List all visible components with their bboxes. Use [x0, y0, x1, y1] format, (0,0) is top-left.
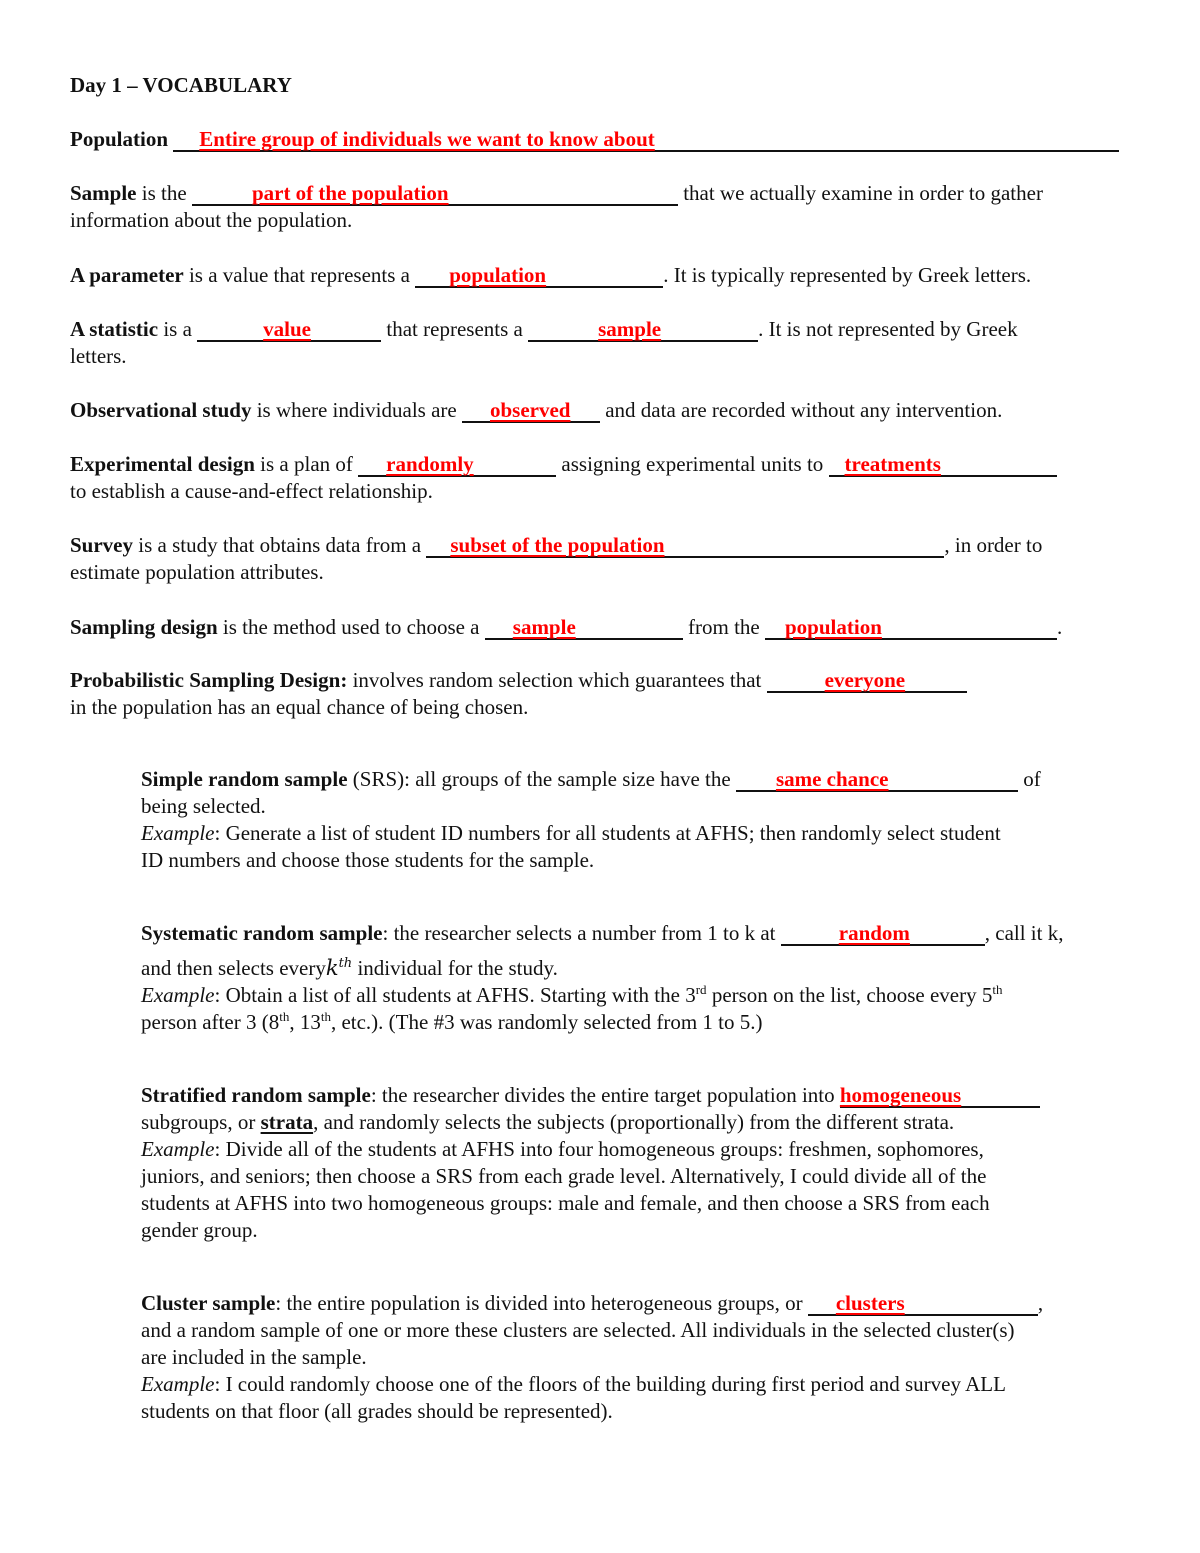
- experimental-blank-2: [829, 453, 1057, 477]
- sampling-design-blank-2: [765, 616, 1057, 640]
- srs-example-label: Example: [141, 821, 215, 845]
- probabilistic-pre: involves random selection which guarantees that: [347, 668, 767, 692]
- experimental-mid: assigning experimental units to: [556, 452, 829, 476]
- sampling-design-definition: [70, 614, 1140, 641]
- cluster-ex1: : I could randomly choose one of the floors of the building during first period and survey ALL: [214, 1372, 1006, 1396]
- srs-example2: ID numbers and choose those students for the sample.: [141, 848, 595, 872]
- term-srs: Simple random sample: [141, 767, 348, 791]
- cluster-post: ,: [1037, 1291, 1044, 1315]
- cluster-ex2: students on that floor (all grades should be represented).: [141, 1399, 613, 1423]
- statistic-mid: that represents a: [381, 317, 529, 341]
- statistic-answer-1: value: [263, 317, 311, 341]
- systematic-pre: : the researcher selects a number from 1 to k at: [382, 921, 781, 945]
- stratified-pre: : the researcher divides the entire target population into: [370, 1083, 840, 1107]
- cluster-pre: : the entire population is divided into heterogeneous groups, or: [275, 1291, 808, 1315]
- srs-example: : Generate a list of student ID numbers for all students at AFHS; then randomly select student: [214, 821, 1001, 845]
- th-superscript-3: th: [279, 1009, 290, 1024]
- srs-definition: [141, 766, 1141, 874]
- sample-line2: information about the population.: [70, 208, 353, 232]
- srs-answer: same chance: [775, 767, 889, 791]
- term-probabilistic: Probabilistic Sampling Design:: [70, 668, 348, 692]
- stratified-line2a: subgroups, or: [141, 1110, 261, 1134]
- cluster-line3: are included in the sample.: [141, 1345, 367, 1369]
- stratified-line2b: , and randomly selects the subjects (proportionally) from the different strata.: [313, 1110, 955, 1134]
- strata-term: strata: [260, 1110, 314, 1134]
- statistic-post: . It is not represented by Greek: [758, 317, 1018, 341]
- systematic-ex2b: , 13: [289, 1010, 321, 1034]
- parameter-pre: is a value that represents a: [183, 263, 416, 287]
- term-experimental: Experimental design: [70, 452, 255, 476]
- systematic-post: , call it k,: [984, 921, 1064, 945]
- th-superscript-4: th: [320, 1009, 331, 1024]
- th-superscript-2: th: [992, 982, 1003, 997]
- term-parameter: A parameter: [70, 263, 184, 287]
- rd-superscript: rd: [695, 982, 707, 997]
- term-survey: Survey: [70, 533, 133, 557]
- probabilistic-line2: in the population has an equal chance of being chosen.: [70, 695, 529, 719]
- systematic-ex2a: person after 3 (8: [141, 1010, 280, 1034]
- population-blank: [173, 128, 1119, 152]
- experimental-definition: [70, 451, 1140, 505]
- observational-definition: [70, 397, 1140, 424]
- systematic-ex2c: , etc.). (The #3 was randomly selected from 1 to 5.): [330, 1010, 763, 1034]
- srs-pre: (SRS): all groups of the sample size have the: [347, 767, 736, 791]
- term-sample: Sample: [70, 181, 137, 205]
- cluster-blank: [808, 1292, 1038, 1316]
- statistic-blank-1: [197, 318, 381, 342]
- term-systematic: Systematic random sample: [141, 921, 383, 945]
- sampling-design-mid: from the: [682, 615, 765, 639]
- parameter-post: . It is typically represented by Greek letters.: [663, 263, 1032, 287]
- statistic-pre: is a: [158, 317, 198, 341]
- systematic-answer: random: [838, 921, 910, 945]
- sampling-design-blank-1: [485, 616, 683, 640]
- sample-blank: [192, 182, 678, 206]
- systematic-definition: [141, 920, 1141, 1036]
- observational-blank: [462, 399, 600, 423]
- statistic-answer-2: sample: [598, 317, 662, 341]
- stratified-definition: [141, 1082, 1141, 1244]
- population-definition: [70, 126, 1140, 153]
- sampling-design-pre: is the method used to choose a: [217, 615, 485, 639]
- stratified-ex2: juniors, and seniors; then choose a SRS from each grade level. Alternatively, I could divide all of the: [141, 1164, 987, 1188]
- srs-blank: [736, 768, 1018, 792]
- systematic-blank: [781, 922, 985, 946]
- term-sampling-design: Sampling design: [70, 615, 218, 639]
- survey-answer: subset of the population: [450, 533, 665, 557]
- probabilistic-answer: everyone: [824, 668, 906, 692]
- statistic-definition: [70, 316, 1140, 370]
- stratified-ex3: students at AFHS into two homogeneous groups: male and female, and then choose a SRS from each: [141, 1191, 990, 1215]
- survey-blank: [426, 534, 944, 558]
- srs-line2: being selected.: [141, 794, 266, 818]
- survey-line2: estimate population attributes.: [70, 560, 324, 584]
- parameter-definition: [70, 262, 1140, 289]
- statistic-blank-2: [528, 318, 758, 342]
- probabilistic-definition: [70, 667, 1140, 721]
- survey-pre: is a study that obtains data from a: [133, 533, 427, 557]
- stratified-answer: homogeneous: [839, 1083, 962, 1107]
- observational-post: and data are recorded without any intervention.: [599, 398, 1003, 422]
- experimental-line2: to establish a cause-and-effect relationship.: [70, 479, 433, 503]
- k-symbol: k: [325, 956, 339, 980]
- stratified-example-label: Example: [141, 1137, 215, 1161]
- term-stratified: Stratified random sample: [141, 1083, 371, 1107]
- term-statistic: A statistic: [70, 317, 159, 341]
- probabilistic-blank: [767, 669, 967, 693]
- systematic-line2b: individual for the study.: [352, 956, 558, 980]
- statistic-line2: letters.: [70, 344, 127, 368]
- cluster-definition: [141, 1290, 1141, 1425]
- parameter-answer: population: [449, 263, 547, 287]
- experimental-answer-1: randomly: [386, 452, 474, 476]
- experimental-blank-1: [358, 453, 556, 477]
- sample-pre: is the: [136, 181, 192, 205]
- page-title: Day 1 – VOCABULARY: [70, 73, 292, 97]
- experimental-answer-2: treatments: [844, 452, 941, 476]
- cluster-example-label: Example: [141, 1372, 215, 1396]
- term-population: Population: [70, 127, 169, 151]
- sample-definition: [70, 180, 1140, 234]
- cluster-line2: and a random sample of one or more these clusters are selected. All individuals in the selected cluster(s): [141, 1318, 1015, 1342]
- survey-definition: [70, 532, 1140, 586]
- systematic-line2a: and then selects every: [141, 956, 326, 980]
- srs-post: of: [1017, 767, 1041, 791]
- th-superscript: th: [338, 956, 353, 971]
- term-observational: Observational study: [70, 398, 252, 422]
- experimental-pre: is a plan of: [254, 452, 359, 476]
- systematic-ex1a: : Obtain a list of all students at AFHS. Starting with the 3: [214, 983, 696, 1007]
- population-answer: Entire group of individuals we want to know about: [199, 127, 655, 151]
- observational-pre: is where individuals are: [251, 398, 462, 422]
- parameter-blank: [415, 264, 663, 288]
- sampling-design-post: .: [1057, 615, 1063, 639]
- sampling-design-answer-2: population: [785, 615, 882, 639]
- survey-post: , in order to: [944, 533, 1043, 557]
- stratified-ex1: : Divide all of the students at AFHS into four homogeneous groups: freshmen, sophomores,: [214, 1137, 984, 1161]
- stratified-ex4: gender group.: [141, 1218, 258, 1242]
- cluster-answer: clusters: [835, 1291, 905, 1315]
- observational-answer: observed: [489, 398, 571, 422]
- sample-answer: part of the population: [251, 181, 449, 205]
- sampling-design-answer-1: sample: [512, 615, 576, 639]
- systematic-ex1b: person on the list, choose every 5: [706, 983, 993, 1007]
- sample-post: that we actually examine in order to gather: [677, 181, 1043, 205]
- systematic-example-label: Example: [141, 983, 215, 1007]
- stratified-blank: [840, 1084, 1040, 1108]
- term-cluster: Cluster sample: [141, 1291, 276, 1315]
